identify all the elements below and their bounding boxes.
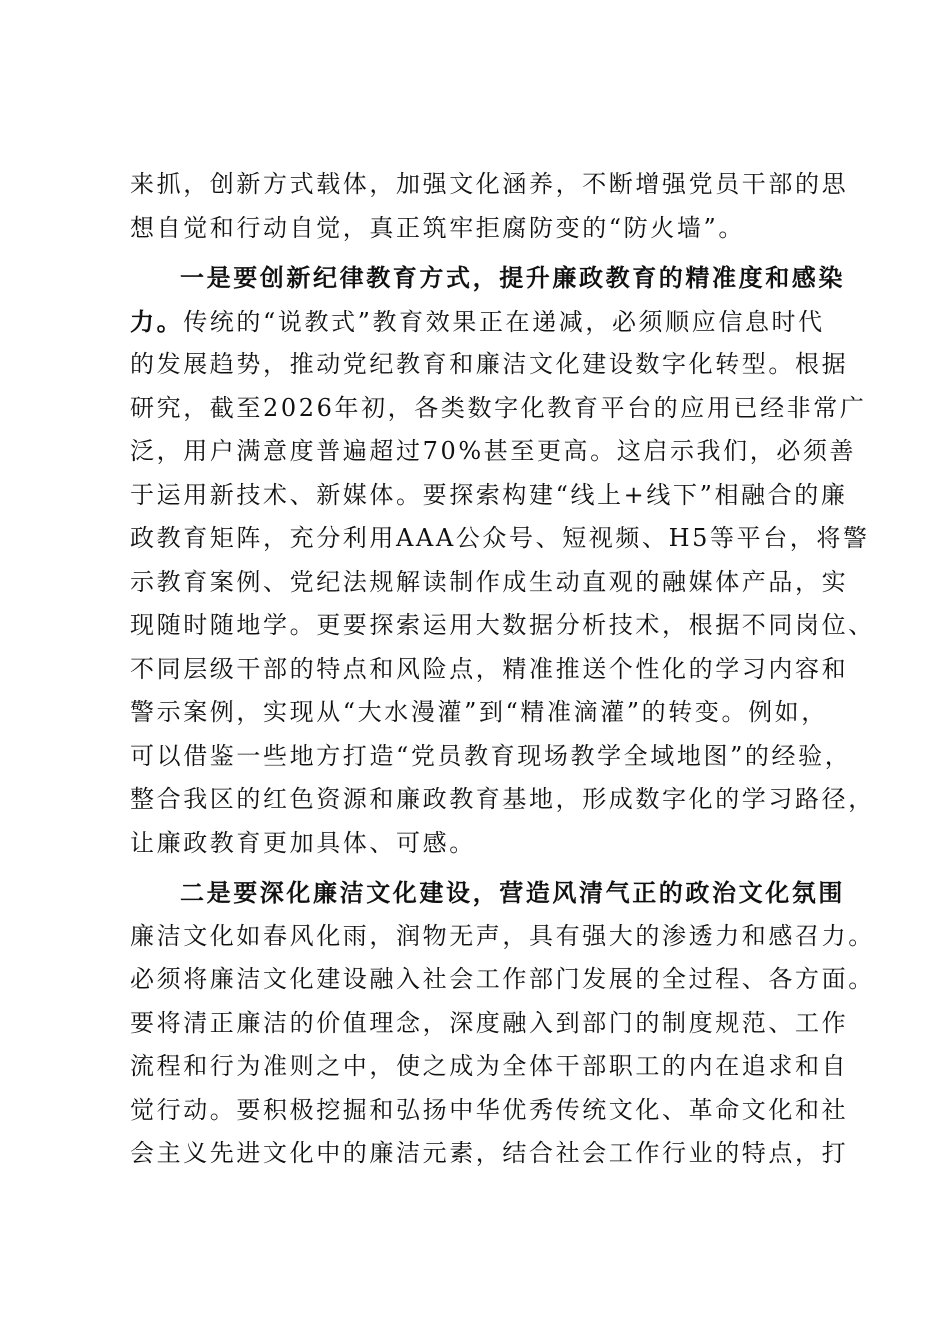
paragraph-2-line-13: 整合我区的红色资源和廉政教育基地，形成数字化的学习路径， [130,785,875,813]
paragraph-3-line-1 [130,871,845,915]
paragraph-2-line-6: 于运用新技术、新媒体。要探索构建“线上+线下”相融合的廉 [130,480,848,509]
paragraph-2-line-8: 示教育案例、党纪法规解读制作成生动直观的融媒体产品，实 [130,567,849,596]
paragraph-2-line-5: 泛，用户满意度普遍超过70%甚至更高。这启示我们，必须善 [130,437,857,465]
paragraph-2-line-9: 现随时随地学。更要探索运用大数据分析技术，根据不同岗位、 [130,611,875,639]
paragraph-2-line-1 [130,256,845,300]
paragraph-2-line-3: 的发展趋势，推动党纪教育和廉洁文化建设数字化转型。根据 [130,350,849,378]
paragraph-3-heading: 二是要深化廉洁文化建设，营造风清气正的政治文化氛围 [180,878,845,907]
paragraph-3-line-6: 觉行动。要积极挖掘和弘扬中华优秀传统文化、革命文化和社 [130,1095,849,1124]
paragraph-3-line-4: 要将清正廉洁的价值理念，深度融入到部门的制度规范、工作 [130,1008,849,1037]
paragraph-2-heading-part-2: 力。 [130,306,184,336]
paragraph-2-line-7: 政教育矩阵，充分利用AAA公众号、短视频、H5等平台，将警 [130,524,870,552]
paragraph-2-line-12: 可以借鉴一些地方打造“党员教育现场教学全域地图”的经验， [130,741,852,770]
paragraph-2-line-10: 不同层级干部的特点和风险点，精准推送个性化的学习内容和 [130,654,849,683]
paragraph-2-line-4: 研究，截至2026年初，各类数字化教育平台的应用已经非常广 [130,393,867,422]
paragraph-2-line-11: 警示案例，实现从“大水漫灌”到“精准滴灌”的转变。例如， [130,698,828,726]
paragraph-1-line-1: 来抓，创新方式载体，加强文化涵养，不断增强党员干部的思 [130,170,849,198]
paragraph-3-line-7: 会主义先进文化中的廉洁元素，结合社会工作行业的特点，打 [130,1139,849,1167]
paragraph-2-line-2-text: 传统的“说教式”教育效果正在递减，必须顺应信息时代 [183,307,825,336]
paragraph-3-line-3: 必须将廉洁文化建设融入社会工作部门发展的全过程、各方面。 [130,965,875,993]
paragraph-3-line-5: 流程和行为准则之中，使之成为全体干部职工的内在追求和自 [130,1052,849,1080]
paragraph-1-line-2: 想自觉和行动自觉，真正筑牢拒腐防变的“防火墙”。 [130,213,745,242]
paragraph-2-heading-part-1: 一是要创新纪律教育方式，提升廉政教育的精准度和感染 [180,263,845,292]
paragraph-2-line-14: 让廉政教育更加具体、可感。 [130,828,476,857]
paragraph-3-line-2: 廉洁文化如春风化雨，润物无声，具有强大的渗透力和感召力。 [130,921,875,950]
body-text [130,163,875,1176]
paragraph-2-line-2 [130,300,845,344]
